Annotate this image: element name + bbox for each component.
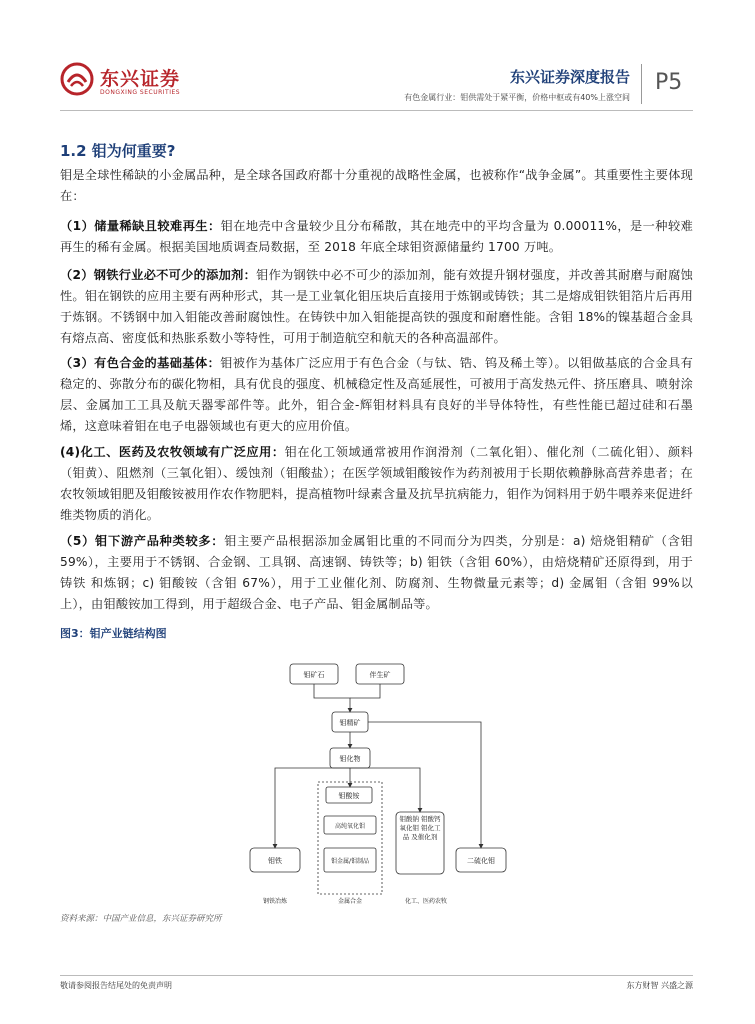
node-concentrate-label: 钼精矿 xyxy=(339,719,361,727)
paragraph-1 xyxy=(60,216,693,258)
footer-rule xyxy=(60,975,693,976)
paragraph-3-body: 钼被作为基体广泛应用于有色合金（与钛、锆、钨及稀土等）。以钼做基底的合金具有稳定的、弥散分布的碳化物相，具有优良的强度、机械稳定性及高延展性，可被用于高发热元件、挤压磨具、喷射涂层、金属加工工具及航天器零部件等。此外，钼合金-辉钼材料具有良好的半导体特性，有些性能已超过硅和石墨烯，这意味着钼在电子电器领域也有更大的应用价值。 xyxy=(60,356,693,433)
report-brand: 东兴证券深度报告 xyxy=(509,68,630,86)
paragraph-1-body: 钼在地壳中含量较少且分布稀散，其在地壳中的平均含量为 0.00011%，是一种较难再生的稀有金属。根据美国地质调查局数据，至 2018 年底全球钼资源储量约 1700 万吨。 xyxy=(60,219,693,254)
paragraph-4 xyxy=(60,442,693,526)
paragraph-5-heading: （5）钼下游产品种类较多： xyxy=(60,534,225,548)
paragraph-2 xyxy=(60,265,693,349)
label-chemical: 化工、医药农牧 xyxy=(404,898,448,905)
paragraph-5-body: 钼主要产品根据添加金属钼比重的不同而分为四类，分别是：a) 焙烧钼精矿（含钼 59%），主要用于不锈钢、合金钢、工具钢、高速钢、铸铁等；b) 钼铁（含钼 60%），由焙烧精矿还原得到，用于铸铁 和炼钢；c) 钼酸铵（含钼 67%），用于工业催化剂、防腐剂、生物微量元素等；d) 金属钼（含钼 99%以上），由钼酸铵加工得到，用于超级合金、电子产品、钼金属制品等。 xyxy=(60,534,693,611)
node-ferro-label: 钼铁 xyxy=(268,857,282,865)
industry-chain-diagram xyxy=(230,650,530,910)
node-alloy-label: 钼金属/钼制品 xyxy=(330,858,370,865)
node-roasted-label: 钼化物 xyxy=(339,755,361,763)
paragraph-2-body: 钼作为钢铁中必不可少的添加剂，能有效提升钢材强度，并改善其耐磨与耐腐蚀性。钼在钢铁的应用主要有两种形式，其一是工业氧化钼压块后直接用于炼钢或铸铁；其二是熔成钼铁钼箔片后再用于炼钢。不锈钢中加入钼能改善耐腐蚀性。在铸铁中加入钼能提高铁的强度和耐磨性能。含钼 18%的镍基超合金具有熔点高、密度低和热胀系数小等特性，可用于制造航空和航天的各种高温部件。 xyxy=(60,268,693,345)
logo-icon xyxy=(60,62,94,96)
section-title: 1.2 钼为何重要? xyxy=(60,142,176,160)
paragraph-intro: 钼是全球性稀缺的小金属品种，是全球各国政府都十分重视的战略性金属，也被称作“战争金属”。其重要性主要体现在： xyxy=(60,168,693,203)
node-ammonium-label: 钼酸铵 xyxy=(338,792,360,800)
page-number: P5 xyxy=(655,70,683,95)
paragraph-5 xyxy=(60,531,693,615)
header-rule xyxy=(60,110,693,111)
paragraph-4-heading: (4)化工、医药及农牧领域有广泛应用： xyxy=(60,445,285,459)
paragraph-3 xyxy=(60,353,693,437)
node-oxide-label: 高纯氧化钼 xyxy=(334,823,366,830)
figure-title: 图3：钼产业链结构图 xyxy=(60,627,167,640)
source-note: 资料来源：中国产业信息，东兴证券研究所 xyxy=(60,914,222,924)
node-byproduct-label: 伴生矿 xyxy=(369,671,391,679)
header-divider xyxy=(641,64,642,104)
logo-text: 东兴证券 xyxy=(100,68,181,90)
node-chem-label: 钼酸钠 钼酸钙 氧化钼 钼化工品 及催化剂 xyxy=(399,815,441,841)
paragraph-2-heading: （2）钢铁行业必不可少的添加剂： xyxy=(60,268,257,282)
logo-subtext: DONGXING SECURITIES xyxy=(100,89,181,96)
paragraph-1-heading: （1）储量稀缺且较难再生： xyxy=(60,219,221,233)
node-ore-label: 钼矿石 xyxy=(303,671,325,679)
paragraph-3-heading: （3）有色合金的基础基体： xyxy=(60,356,221,370)
label-steel: 钢铁冶炼 xyxy=(262,898,288,905)
footer-disclaimer: 敬请参阅报告结尾处的免责声明 xyxy=(60,981,172,990)
footer-slogan: 东方财智 兴盛之源 xyxy=(626,981,693,990)
label-nonferrous: 金属合金 xyxy=(337,898,363,905)
node-disulfide-label: 二硫化钼 xyxy=(467,857,495,865)
paragraph-4-body: 钼在化工领域通常被用作润滑剂（二氧化钼）、催化剂（二硫化钼）、颜料（钼黄）、阻燃剂（三氧化钼）、缓蚀剂（钼酸盐）；在医学领域钼酸铵作为药剂被用于长期依赖静脉高营养患者；在农牧领域钼肥及钼酸铵被用作农作物肥料，提高植物叶绿素含量及抗旱抗病能力，钼作为饲料用于奶牛喂养来促进纤维类物质的消化。 xyxy=(60,445,694,522)
report-subtitle: 有色金属行业：钼供需处于紧平衡，价格中枢或有40%上涨空间 xyxy=(404,93,630,102)
